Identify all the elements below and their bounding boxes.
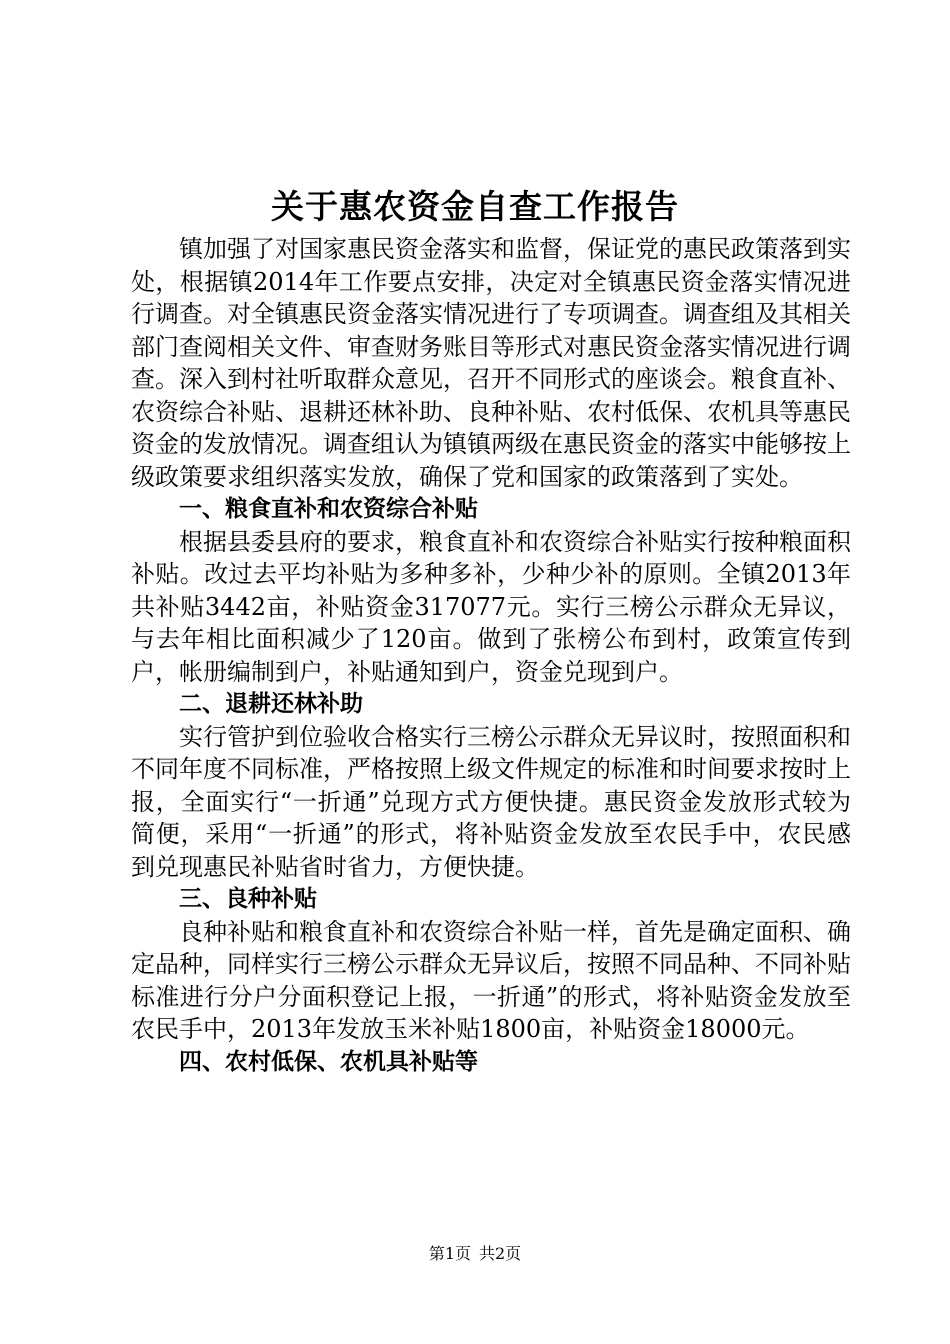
- section-heading-seed-subsidy: 三、良种补贴: [179, 886, 317, 912]
- page-number: 第1页: [428, 1244, 471, 1263]
- reforestation-paragraph: 实行管护到位验收合格实行三榜公示群众无异议时，按照面积和不同年度不同标准，严格按照上级文件规定的标准和时间要求按时上报，全面实行“一折通”兑现方式方便快捷。惠民资金发放形式较为简便，采用“一折通”的形式，将补贴资金发放至农民手中，农民感到兑现惠民补贴省时省力，方便快捷。: [131, 722, 851, 881]
- section-heading-low-income-machinery: 四、农村低保、农机具补贴等: [179, 1048, 478, 1075]
- total-pages: 共2页: [479, 1244, 522, 1263]
- page-footer: [0, 1244, 950, 1264]
- section-heading-grain-subsidy: 一、粮食直补和农资综合补贴: [179, 496, 478, 522]
- seed-subsidy-paragraph: 良种补贴和粮食直补和农资综合补贴一样，首先是确定面积、确定品种，同样实行三榜公示群众无异议后，按照不同品种、不同补贴标准进行分户分面积登记上报，一折通”的形式，将补贴资金发放至农民手中，2013年发放玉米补贴1800亩，补贴资金18000元。: [131, 917, 851, 1043]
- document-title: 关于惠农资金自查工作报告: [271, 187, 679, 226]
- document-body: [131, 233, 851, 1078]
- section-heading-reforestation: 二、退耕还林补助: [179, 691, 363, 717]
- intro-paragraph: 镇加强了对国家惠民资金落实和监督，保证党的惠民政策落到实处，根据镇2014年工作要点安排，决定对全镇惠民资金落实情况进行调查。对全镇惠民资金落实情况进行了专项调查。调查组及其相关部门查阅相关文件、审查财务账目等形式对惠民资金落实情况进行调查。深入到村社听取群众意见，召开不同形式的座谈会。粮食直补、农资综合补贴、退耕还林补助、良种补贴、农村低保、农机具等惠民资金的发放情况。调查组认为镇镇两级在惠民资金的落实中能够按上级政策要求组织落实发放，确保了党和国家的政策落到了实处。: [131, 235, 851, 491]
- grain-subsidy-paragraph: 根据县委县府的要求，粮食直补和农资综合补贴实行按种粮面积补贴。改过去平均补贴为多种多补，少种少补的原则。全镇2013年共补贴3442亩，补贴资金317077元。实行三榜公示群众无异议，与去年相比面积减少了120亩。做到了张榜公布到村，政策宣传到户，帐册编制到户，补贴通知到户，资金兑现到户。: [131, 527, 851, 686]
